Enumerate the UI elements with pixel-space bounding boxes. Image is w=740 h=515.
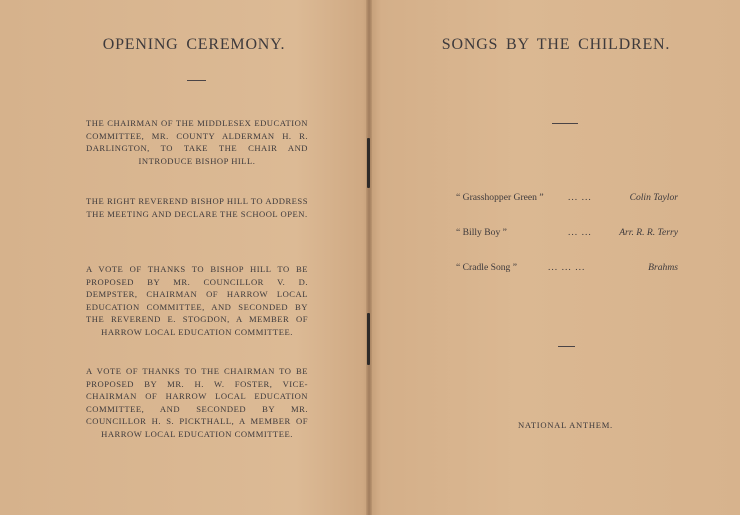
song-title: “ Cradle Song ” <box>456 262 518 273</box>
heading-divider <box>187 80 206 81</box>
ceremony-item-vote-thanks-bishop: A VOTE OF THANKS TO BISHOP HILL TO BE PROPOSED BY MR. COUNCILLOR V. D. DEMPSTER, CHAIRMAN OF HARROW LOCAL EDUCATION COMMITTEE, AND SECONDED BY THE REVEREND E. STOGDON, A MEMBER OF HARROW LOCAL EDUCATION COMMITTEE. <box>86 264 308 337</box>
right-page <box>372 0 740 515</box>
song-composer: Colin Taylor <box>629 192 678 203</box>
national-anthem: NATIONAL ANTHEM. <box>518 420 613 430</box>
opening-ceremony-heading: OPENING CEREMONY. <box>102 36 286 53</box>
song-row <box>456 226 678 240</box>
song-leader-dots: ... ... ... <box>548 262 586 273</box>
left-page <box>0 0 368 515</box>
song-title: “ Billy Boy ” <box>456 227 507 238</box>
section-divider <box>558 346 575 347</box>
ceremony-item-vote-thanks-chairman: A VOTE OF THANKS TO THE CHAIRMAN TO BE PROPOSED BY MR. H. W. FOSTER, VICE-CHAIRMAN OF HARROW LOCAL EDUCATION COMMITTEE, AND SECONDED BY MR. COUNCILLOR H. S. PICKTHALL, A MEMBER OF HARROW LOCAL EDUCATION COMMITTEE. <box>86 366 308 439</box>
song-composer: Arr. R. R. Terry <box>619 227 678 238</box>
song-leader-dots: ... ... <box>568 227 592 238</box>
song-leader-dots: ... ... <box>568 192 592 203</box>
ceremony-item-chairman: THE CHAIRMAN OF THE MIDDLESEX EDUCATION COMMITTEE, MR. COUNTY ALDERMAN H. R. DARLINGTON, TO TAKE THE CHAIR AND INTRODUCE BISHOP HILL. <box>86 118 308 166</box>
ceremony-item-bishop-address: THE RIGHT REVEREND BISHOP HILL TO ADDRESS THE MEETING AND DECLARE THE SCHOOL OPEN. <box>86 196 308 219</box>
song-row <box>456 261 678 275</box>
song-row <box>456 191 678 205</box>
song-composer: Brahms <box>648 262 678 273</box>
song-title: “ Grasshopper Green ” <box>456 192 544 203</box>
heading-divider <box>552 123 578 124</box>
songs-heading: SONGS BY THE CHILDREN. <box>441 36 671 53</box>
